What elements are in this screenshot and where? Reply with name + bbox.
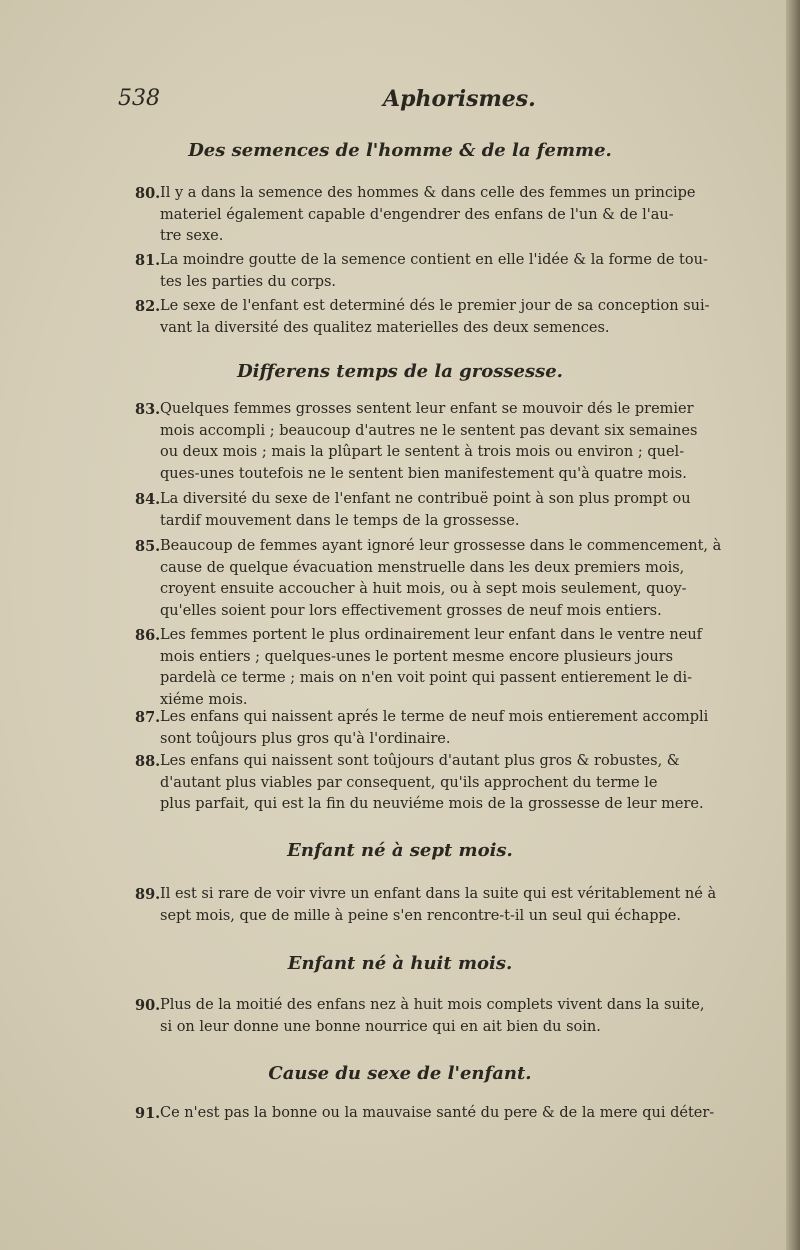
section-heading: Enfant né à huit mois.	[287, 953, 513, 974]
aphorism-line: Les femmes portent le plus ordinairement leur enfant dans le ventre neuf	[160, 627, 703, 643]
aphorism-line: sont toûjours plus gros qu'à l'ordinaire.	[160, 730, 451, 747]
aphorism-90	[135, 995, 770, 1038]
aphorism-line: ques-unes toutefois ne le sentent bien manifestement qu'à quatre mois.	[160, 465, 687, 482]
aphorism-number: 91.	[135, 1105, 161, 1122]
aphorism-87	[135, 707, 770, 750]
section-heading: Differens temps de la grossesse.	[237, 361, 563, 382]
aphorism-line: tardif mouvement dans le temps de la grossesse.	[160, 512, 520, 529]
running-head: Aphorismes.	[383, 86, 536, 112]
aphorism-line: tes les parties du corps.	[160, 273, 337, 290]
aphorism-line: Quelques femmes grosses sentent leur enfant se mouvoir dés le premier	[160, 401, 694, 417]
aphorism-line: sept mois, que de mille à peine s'en rencontre-t-il un seul qui échappe.	[160, 907, 681, 924]
aphorism-number: 84.	[135, 491, 161, 508]
aphorism-number: 87.	[135, 709, 161, 726]
aphorism-number: 85.	[135, 538, 161, 555]
aphorism-line: qu'elles soient pour lors effectivement grosses de neuf mois entiers.	[160, 602, 662, 619]
section-heading: Des semences de l'homme & de la femme.	[188, 140, 612, 161]
aphorism-81	[135, 250, 770, 293]
aphorism-line: La moindre goutte de la semence contient en elle l'idée & la forme de tou-	[160, 252, 708, 268]
section-heading: Enfant né à sept mois.	[287, 840, 513, 861]
aphorism-line: xiéme mois.	[160, 691, 248, 708]
aphorism-line: ou deux mois ; mais la plûpart le sentent à trois mois ou environ ; quel-	[160, 444, 685, 460]
aphorism-line: pardelà ce terme ; mais on n'en voit point qui passent entierement le di-	[160, 670, 692, 686]
aphorism-number: 88.	[135, 753, 161, 770]
aphorism-number: 80.	[135, 185, 161, 202]
aphorism-86	[135, 625, 770, 711]
aphorism-line: Les enfans qui naissent sont toûjours d'autant plus gros & robustes, &	[160, 753, 680, 769]
aphorism-number: 82.	[135, 298, 161, 315]
aphorism-line: Le sexe de l'enfant est determiné dés le premier jour de sa conception sui-	[160, 298, 710, 314]
aphorism-line: cause de quelque évacuation menstruelle dans les deux premiers mois,	[160, 559, 685, 576]
aphorism-line: La diversité du sexe de l'enfant ne contribuë point à son plus prompt ou	[160, 491, 691, 507]
aphorism-line: mois entiers ; quelques-unes le portent mesme encore plusieurs jours	[160, 648, 674, 665]
aphorism-line: Ce n'est pas la bonne ou la mauvaise santé du pere & de la mere qui déter-	[160, 1105, 715, 1121]
aphorism-number: 89.	[135, 886, 161, 903]
aphorism-line: mois accompli ; beaucoup d'autres ne le sentent pas devant six semaines	[160, 422, 698, 439]
aphorism-89	[135, 884, 770, 927]
page-number: 538	[118, 86, 160, 111]
aphorism-line: croyent ensuite accoucher à huit mois, ou à sept mois seulement, quoy-	[160, 581, 687, 597]
aphorism-number: 81.	[135, 252, 161, 269]
aphorism-number: 83.	[135, 401, 161, 418]
aphorism-91	[135, 1103, 770, 1125]
aphorism-84	[135, 489, 770, 532]
aphorism-line: Les enfans qui naissent aprés le terme de neuf mois entierement accompli	[160, 709, 709, 725]
aphorism-line: tre sexe.	[160, 228, 224, 244]
aphorism-line: si on leur donne une bonne nourrice qui en ait bien du soin.	[160, 1018, 601, 1035]
aphorism-line: d'autant plus viables par consequent, qu'ils approchent du terme le	[160, 774, 658, 791]
page-header	[118, 86, 740, 122]
aphorism-88	[135, 751, 770, 816]
aphorism-80	[135, 183, 770, 248]
aphorism-line: vant la diversité des qualitez materielles des deux semences.	[160, 319, 610, 336]
aphorism-82	[135, 296, 770, 339]
aphorism-line: Plus de la moitié des enfans nez à huit mois complets vivent dans la suite,	[160, 997, 705, 1013]
aphorism-85	[135, 536, 770, 622]
aphorism-number: 90.	[135, 997, 161, 1014]
aphorism-83	[135, 399, 770, 485]
aphorism-line: Il y a dans la semence des hommes & dans celle des femmes un principe	[160, 185, 696, 201]
aphorism-line: Beaucoup de femmes ayant ignoré leur grossesse dans le commencement, à	[160, 538, 722, 554]
section-heading: Cause du sexe de l'enfant.	[268, 1063, 532, 1084]
aphorism-number: 86.	[135, 627, 161, 644]
aphorism-line: plus parfait, qui est la fin du neuviéme mois de la grossesse de leur mere.	[160, 796, 704, 812]
aphorism-line: Il est si rare de voir vivre un enfant dans la suite qui est véritablement né à	[160, 886, 717, 902]
aphorism-line: materiel également capable d'engendrer des enfans de l'un & de l'au-	[160, 206, 674, 223]
